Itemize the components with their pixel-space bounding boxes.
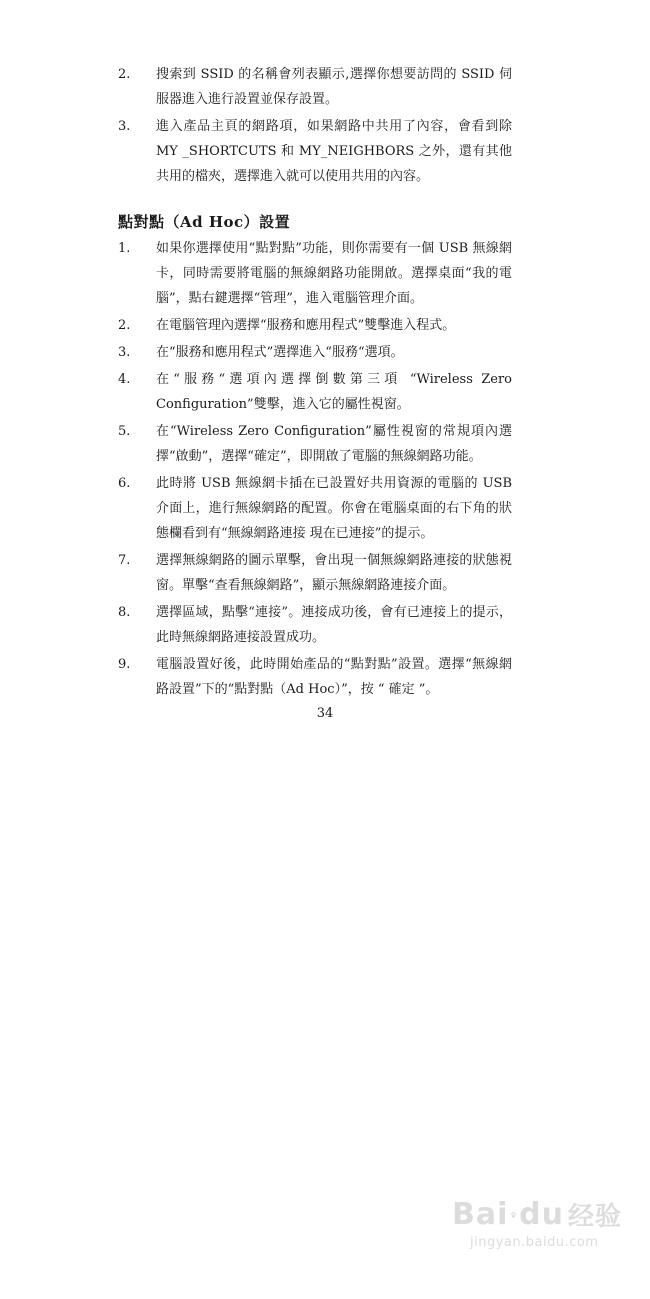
list-item-number: 6.: [118, 476, 131, 491]
watermark-logo-cn: 经验: [567, 1202, 622, 1232]
list-item-text: 此時將 USB 無線網卡插在已設置好共用資源的電腦的 USB 介面上，進行無線網路的配置。你會在電腦桌面的右下角的狀態欄看到有“無線網路連接 現在已連接”的提示。: [156, 476, 512, 541]
list-item-text: 在電腦管理內選擇“服務和應用程式”雙擊進入程式。: [156, 318, 456, 333]
list-item: [118, 236, 512, 311]
list-item: [118, 600, 512, 650]
list-item-text: 選擇無線網路的圖示單擊，會出現一個無線網路連接的狀態視窗。單擊“查看無線網路”，顯示無線網路連接介面。: [156, 553, 512, 593]
page-number: 34: [316, 706, 334, 721]
list-item: [118, 548, 512, 598]
list-item-number: 8.: [118, 605, 131, 620]
list-item-text: 電腦設置好後，此時開始產品的“點對點”設置。選擇“無線網路設置”下的“點對點（Ad Hoc）”，按 “ 確定 ”。: [156, 657, 512, 697]
list-item: [118, 367, 512, 417]
list-item: [118, 652, 512, 702]
numbered-list-top: [118, 62, 512, 191]
list-item-number: 4.: [118, 372, 131, 387]
watermark-logo-left: Bai: [452, 1197, 509, 1232]
list-item-text: 進入產品主頁的網路項，如果網路中共用了內容，會看到除 MY _SHORTCUTS 和 MY_NEIGHBORS 之外，還有其他共用的檔夾，選擇進入就可以使用共用的內容。: [156, 119, 512, 184]
list-item-number: 1.: [118, 241, 131, 256]
list-item: [118, 340, 512, 365]
watermark-logo-right: du: [519, 1197, 564, 1232]
list-item-number: 3.: [118, 119, 131, 134]
list-item-number: 9.: [118, 657, 131, 672]
list-item-number: 3.: [118, 345, 131, 360]
list-item: [118, 114, 512, 189]
list-item-text: 在“服務和應用程式”選擇進入“服務“選項。: [156, 345, 404, 360]
list-item-number: 7.: [118, 553, 131, 568]
list-item: [118, 313, 512, 338]
list-item-text: 選擇區域，點擊“連接”。連接成功後，會有已連接上的提示，此時無線網路連接設置成功。: [156, 605, 512, 645]
list-item-text: 在“Wireless Zero Configuration”屬性視窗的常規項內選擇“啟動”，選擇“確定”，即開啟了電腦的無線網路功能。: [156, 424, 512, 464]
numbered-list-main: [118, 236, 512, 704]
list-item-text: 搜索到 SSID 的名稱會列表顯示,選擇你想要訪問的 SSID 伺服器進入進行設置並保存設置。: [156, 67, 512, 107]
list-item: [118, 62, 512, 112]
list-item-number: 2.: [118, 318, 131, 333]
baidu-watermark: [452, 1196, 622, 1276]
list-item-number: 5.: [118, 424, 131, 439]
list-item-text: 如果你選擇使用“點對點”功能，則你需要有一個 USB 無線網卡，同時需要將電腦的無線網路功能開啟。選擇桌面“我的電腦”，點右鍵選擇“管理”，進入電腦管理介面。: [156, 241, 512, 306]
watermark-logo: [452, 1196, 622, 1233]
list-item-text: 在“服務“選項內選擇倒數第三項 “Wireless Zero Configuration”雙擊，進入它的屬性視窗。: [156, 372, 512, 412]
list-item-number: 2.: [118, 67, 131, 82]
list-item: [118, 471, 512, 546]
list-item: [118, 419, 512, 469]
section-heading: 點對點（Ad Hoc）設置: [118, 213, 291, 231]
watermark-url: jingyan.baidu.com: [470, 1235, 599, 1250]
paw-icon: [510, 1199, 517, 1231]
